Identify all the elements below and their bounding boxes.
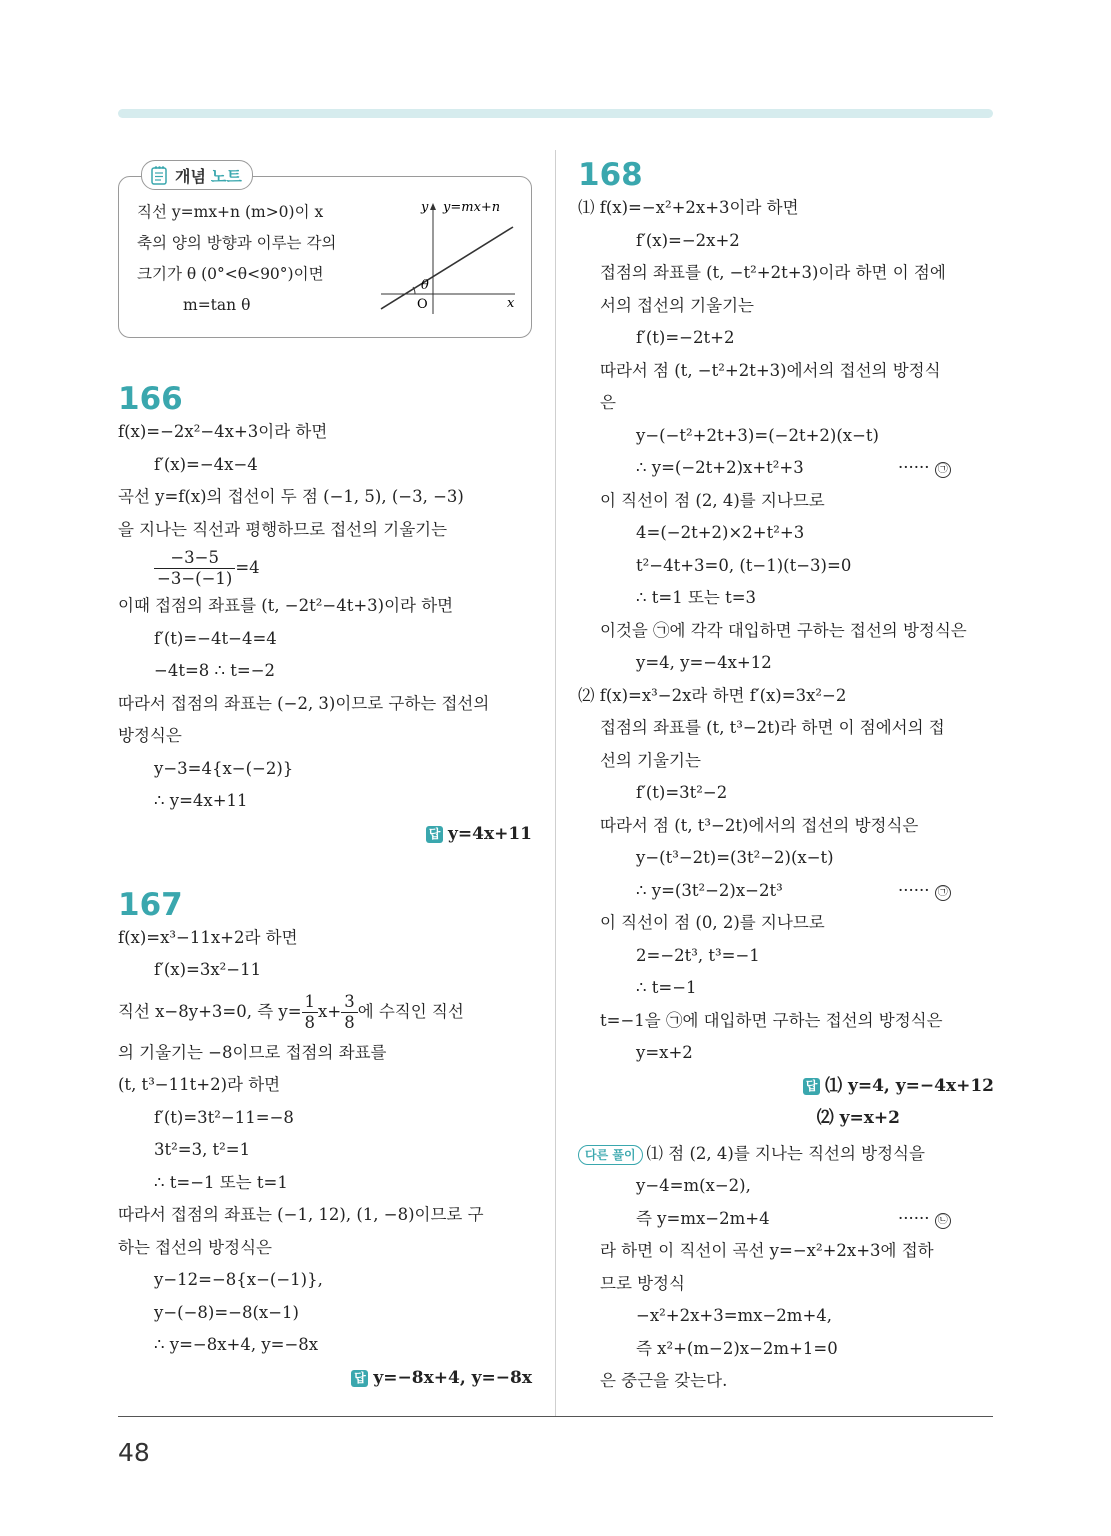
solution-line: 하는 접선의 방정식은: [118, 1237, 272, 1257]
solution-line: (t, t³−11t+2)라 하면: [118, 1075, 281, 1094]
alt-solution-lines: [578, 1170, 994, 1398]
solution-line: 은: [600, 393, 616, 412]
solution-line: y−(t³−2t)=(3t²−2)(x−t): [636, 848, 834, 867]
solution-line: f(x)=−2x²−4x+3이라 하면: [118, 422, 328, 441]
concept-note-label-2: 노트: [210, 166, 242, 186]
alt-solution-badge: 다른 풀이: [578, 1145, 643, 1165]
solution-line: f′(t)=−4t−4=4: [154, 628, 277, 648]
x-axis-label: x: [507, 296, 515, 311]
slope-angle-graph: [375, 199, 525, 319]
equation-tag: ㉠: [935, 885, 951, 901]
answer-badge: 답: [351, 1370, 368, 1387]
perpendicular-line-text: 직선 x−8y+3=0, 즉 y= $\frac{1}{8}$ x+ $\frac{3}{8}$ 에 수직인 직선: [118, 991, 464, 1032]
page-number: 48: [118, 1438, 150, 1467]
solution-line: ∴ t=−1 또는 t=1: [154, 1172, 288, 1192]
solution-line: 접점의 좌표를 (t, −t²+2t+3)이라 하면 이 점에: [600, 263, 946, 282]
solution-line: 따라서 접점의 좌표는 (−2, 3)이므로 구하는 접선의: [118, 693, 490, 713]
solution-line: f′(x)=−2x+2: [636, 230, 740, 250]
solution-line: 즉 y=mx−2m+4 ······ ㉡: [578, 1203, 994, 1236]
solution-line: f′(x)=3x²−11: [154, 960, 262, 979]
angle-label: θ: [421, 278, 429, 293]
tangent-line: [381, 227, 513, 309]
solution-line: 므로 방정식: [600, 1273, 685, 1293]
y-axis-label: y: [421, 200, 429, 215]
header-bar: [118, 109, 993, 118]
left-column: [118, 150, 532, 1394]
concept-note-text: [137, 197, 387, 321]
note-line: 축의 양의 방향과 이루는 각의: [137, 234, 337, 252]
solution-line: f(x)=x³−11x+2라 하면: [118, 927, 298, 947]
answer-badge: 답: [426, 826, 443, 843]
solution-line: 서의 접선의 기울기는: [600, 295, 754, 315]
concept-note-label-1: 개념: [175, 166, 206, 186]
y-axis-arrow: [430, 203, 436, 210]
problem-number: 167: [118, 886, 183, 923]
notepad-icon: [150, 164, 170, 186]
concept-note-box: [118, 166, 532, 338]
problem-168: [578, 158, 994, 1398]
solution-line: 선의 기울기는: [600, 750, 701, 770]
solution-line: 따라서 접점의 좌표는 (−1, 12), (1, −8)이므로 구: [118, 1205, 484, 1224]
solution-line: y=x+2: [636, 1043, 693, 1062]
solution-line: 3t²=3, t²=1: [154, 1140, 251, 1159]
answer-168-2: ⑵ y=x+2: [816, 1107, 900, 1128]
solution-line: 방정식은: [118, 726, 182, 745]
fraction: $\frac{1}{8}$: [302, 992, 319, 1033]
slope-fraction-line: $\frac{-3-5}{-3-(-1)}$ =4: [118, 546, 532, 590]
problem-number: 166: [118, 381, 183, 417]
solution-line: 2=−2t³, t³=−1: [636, 945, 760, 965]
solution-line: t=−1을 ㉠에 대입하면 구하는 접선의 방정식은: [600, 1010, 943, 1030]
note-line: m=tan θ: [183, 296, 251, 314]
concept-note-tag: [141, 160, 253, 190]
solution-line: 이것을 ㉠에 각각 대입하면 구하는 접선의 방정식은: [600, 620, 967, 640]
solution-lines: [578, 192, 994, 1070]
solution-line: f′(t)=−2t+2: [636, 328, 735, 347]
solution-line: −x²+2x+3=mx−2m+4,: [636, 1306, 833, 1325]
solution-line: ⑴ f(x)=−x²+2x+3이라 하면: [578, 198, 799, 217]
right-column: [578, 150, 994, 1398]
solution-line: 라 하면 이 직선이 곡선 y=−x²+2x+3에 접하: [600, 1241, 934, 1260]
note-line: 크기가 θ (0°<θ<90°)이면: [137, 265, 324, 283]
solution-line: 은 중근을 갖는다.: [600, 1371, 728, 1390]
solution-line: ∴ t=−1: [636, 978, 697, 997]
solution-line: y−3=4{x−(−2)}: [154, 758, 294, 778]
solution-line: f′(x)=−4x−4: [154, 454, 258, 474]
solution-line: −4t=8 ∴ t=−2: [154, 661, 276, 680]
solution-line: f′(t)=3t²−2: [636, 783, 728, 802]
solution-line: f′(t)=3t²−11=−8: [154, 1107, 294, 1127]
fraction: $\frac{3}{8}$: [341, 992, 358, 1033]
solution-line: 이 직선이 점 (2, 4)를 지나므로: [600, 490, 825, 510]
solution-line: 이때 접점의 좌표를 (t, −2t²−4t+3)이라 하면: [118, 596, 454, 615]
solution-line: ⑵ f(x)=x³−2x라 하면 f′(x)=3x²−2: [578, 685, 847, 705]
problem-166: [118, 382, 532, 850]
origin-label: O: [417, 297, 428, 312]
alt-solution-header: 다른 풀이 ⑴ 점 (2, 4)를 지나는 직선의 방정식을: [578, 1138, 994, 1171]
problem-167: [118, 888, 532, 1394]
solution-line: 4=(−2t+2)×2+t²+3: [636, 523, 805, 542]
line-label: y=mx+n: [443, 200, 501, 215]
answer-badge: 답: [803, 1078, 820, 1095]
solution-line: 즉 x²+(m−2)x−2m+1=0: [636, 1338, 838, 1358]
note-line: 직선 y=mx+n (m>0)이 x: [137, 203, 324, 221]
solution-line: 의 기울기는 −8이므로 접점의 좌표를: [118, 1042, 387, 1062]
slope-fraction: $\frac{-3-5}{-3-(-1)}$: [154, 548, 235, 589]
footer-rule: [118, 1416, 993, 1417]
equation-tag: ㉡: [935, 1213, 951, 1229]
answer-167: 답 y=−8x+4, y=−8x: [118, 1362, 532, 1394]
solution-line: y−(−8)=−8(x−1): [154, 1302, 299, 1322]
solution-line: 곡선 y=f(x)의 접선이 두 점 (−1, 5), (−3, −3): [118, 487, 464, 506]
solution-line: y−(−t²+2t+3)=(−2t+2)(x−t): [636, 425, 879, 445]
solution-line: 따라서 점 (t, −t²+2t+3)에서의 접선의 방정식: [600, 360, 941, 380]
answer-168-1: 답 ⑴ y=4, y=−4x+12: [578, 1070, 994, 1102]
solution-line: y−12=−8{x−(−1)},: [154, 1270, 323, 1289]
solution-line: ∴ y=−8x+4, y=−8x: [154, 1335, 319, 1354]
solution-line: y−4=m(x−2),: [636, 1176, 751, 1195]
problem-number: 168: [578, 157, 643, 193]
solution-line: ∴ t=1 또는 t=3: [636, 588, 757, 607]
column-divider: [555, 150, 556, 1416]
solution-line: t²−4t+3=0, (t−1)(t−3)=0: [636, 555, 852, 575]
equation-tag: ㉠: [935, 462, 951, 478]
solution-line: 이 직선이 점 (0, 2)를 지나므로: [600, 913, 825, 932]
solution-line: 접점의 좌표를 (t, t³−2t)라 하면 이 점에서의 접: [600, 718, 945, 737]
solution-line: 따라서 점 (t, t³−2t)에서의 접선의 방정식은: [600, 815, 919, 835]
solution-line: ∴ y=(3t²−2)x−2t³ ······ ㉠: [578, 875, 994, 908]
answer-166: 답 y=4x+11: [118, 818, 532, 850]
solution-line: ∴ y=(−2t+2)x+t²+3 ······ ㉠: [578, 452, 994, 485]
solution-line: 을 지나는 직선과 평행하므로 접선의 기울기는: [118, 519, 448, 539]
solution-line: ∴ y=4x+11: [154, 791, 248, 810]
solution-line: y=4, y=−4x+12: [636, 653, 772, 672]
